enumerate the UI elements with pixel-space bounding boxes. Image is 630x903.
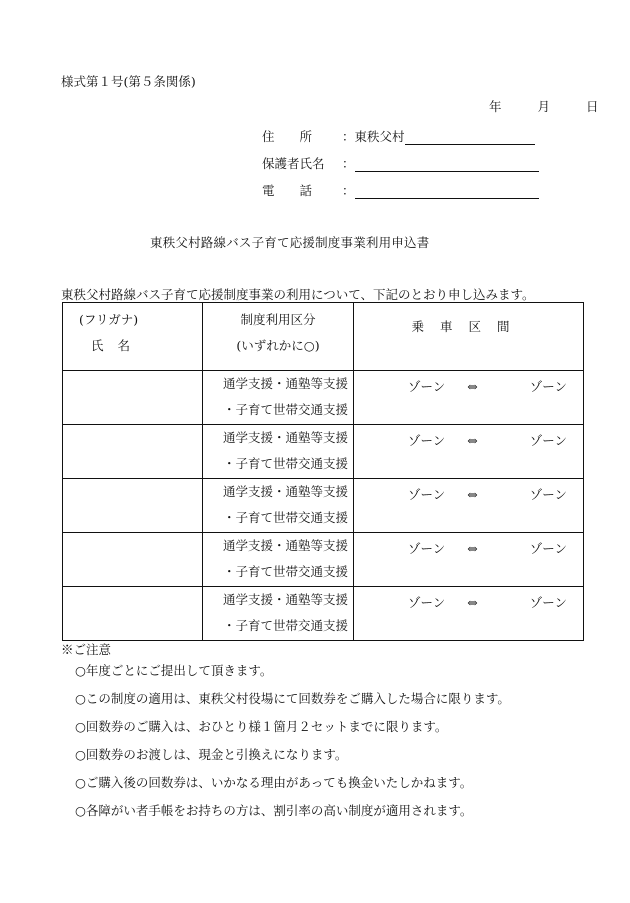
option-childcare-support: ・子育て世帯交通支援 <box>223 402 349 417</box>
list-item: ○回数券のお渡しは、現金と引換えになります。 <box>75 747 348 762</box>
option-school-support: 通学支援・通塾等支援 <box>223 592 349 607</box>
header-category-note: (いずれかに○) <box>236 338 320 353</box>
name-cell[interactable] <box>63 587 203 641</box>
section-cell[interactable] <box>354 425 584 479</box>
zone-to: ゾーン <box>529 595 567 610</box>
zone-from: ゾーン <box>408 433 446 448</box>
name-cell[interactable] <box>63 371 203 425</box>
option-school-support: 通学支援・通塾等支援 <box>223 538 349 553</box>
table-row <box>63 479 584 533</box>
double-arrow-icon: ⇔ <box>467 541 478 556</box>
double-arrow-icon: ⇔ <box>467 595 478 610</box>
category-cell[interactable] <box>203 371 354 425</box>
double-arrow-icon: ⇔ <box>467 379 478 394</box>
zone-from: ゾーン <box>408 595 446 610</box>
section-cell[interactable] <box>354 533 584 587</box>
double-arrow-icon: ⇔ <box>467 487 478 502</box>
address-label: 住 所 <box>262 129 313 144</box>
list-item: ○各障がい者手帳をお持ちの方は、割引率の高い制度が適用されます。 <box>75 803 473 818</box>
form-number: 様式第１号(第５条関係) <box>61 74 196 89</box>
table-row <box>63 371 584 425</box>
header-category-cell <box>203 303 354 371</box>
zone-line <box>354 533 583 558</box>
zone-line <box>354 371 583 396</box>
name-cell[interactable] <box>63 425 203 479</box>
guardian-row <box>262 154 539 172</box>
name-cell[interactable] <box>63 479 203 533</box>
phone-row <box>262 181 539 199</box>
zone-line <box>354 479 583 504</box>
zone-to: ゾーン <box>529 379 567 394</box>
guardian-name-field[interactable] <box>355 158 539 172</box>
address-field[interactable] <box>405 131 535 145</box>
guardian-label: 保護者氏名 <box>262 156 325 171</box>
option-school-support: 通学支援・通塾等支援 <box>223 484 349 499</box>
section-cell[interactable] <box>354 479 584 533</box>
guardian-colon: ： <box>342 156 355 171</box>
option-childcare-support: ・子育て世帯交通支援 <box>223 510 349 525</box>
notes-heading: ※ご注意 <box>61 642 112 657</box>
zone-to: ゾーン <box>529 487 567 502</box>
header-name-cell <box>63 303 203 371</box>
header-name: 氏名 <box>91 338 145 353</box>
table-row <box>63 533 584 587</box>
zone-to: ゾーン <box>529 541 567 556</box>
category-cell[interactable] <box>203 479 354 533</box>
list-item: ○回数券のご購入は、おひとり様１箇月２セットまでに限ります。 <box>75 719 448 734</box>
zone-from: ゾーン <box>408 487 446 502</box>
phone-field[interactable] <box>355 185 539 199</box>
address-prefix: ：東秩父村 <box>342 129 405 144</box>
date-year: 年 <box>489 99 502 114</box>
form-title: 東秩父村路線バス子育て応援制度事業利用申込書 <box>150 235 430 250</box>
zone-line <box>354 587 583 612</box>
option-childcare-support: ・子育て世帯交通支援 <box>223 618 349 633</box>
date-month: 月 <box>537 99 550 114</box>
section-cell[interactable] <box>354 587 584 641</box>
name-cell[interactable] <box>63 533 203 587</box>
address-row <box>262 127 535 145</box>
zone-line <box>354 425 583 450</box>
date-line <box>489 97 598 115</box>
option-childcare-support: ・子育て世帯交通支援 <box>223 564 349 579</box>
option-school-support: 通学支援・通塾等支援 <box>223 376 349 391</box>
list-item: ○年度ごとにご提出して頂きます。 <box>75 663 273 678</box>
phone-colon: ： <box>342 183 355 198</box>
category-cell[interactable] <box>203 587 354 641</box>
header-section: 乗車区間 <box>354 303 584 371</box>
option-childcare-support: ・子育て世帯交通支援 <box>223 456 349 471</box>
intro-text: 東秩父村路線バス子育て応援制度事業の利用について、下記のとおり申し込みます。 <box>61 287 535 302</box>
category-cell[interactable] <box>203 533 354 587</box>
table-row <box>63 587 584 641</box>
date-day: 日 <box>585 99 599 114</box>
table-row <box>63 425 584 479</box>
table-header-row <box>63 303 584 371</box>
zone-from: ゾーン <box>408 541 446 556</box>
list-item: ○この制度の適用は、東秩父村役場にて回数券をご購入した場合に限ります。 <box>75 691 510 706</box>
notes-list <box>75 662 510 830</box>
double-arrow-icon: ⇔ <box>467 433 478 448</box>
header-category: 制度利用区分 <box>240 312 316 327</box>
application-table <box>62 302 584 641</box>
list-item: ○ご購入後の回数券は、いかなる理由があっても換金いたしかねます。 <box>75 775 473 790</box>
phone-label: 電 話 <box>262 183 313 198</box>
zone-to: ゾーン <box>529 433 567 448</box>
header-furigana: (フリガナ) <box>79 312 139 327</box>
section-cell[interactable] <box>354 371 584 425</box>
option-school-support: 通学支援・通塾等支援 <box>223 430 349 445</box>
zone-from: ゾーン <box>408 379 446 394</box>
category-cell[interactable] <box>203 425 354 479</box>
